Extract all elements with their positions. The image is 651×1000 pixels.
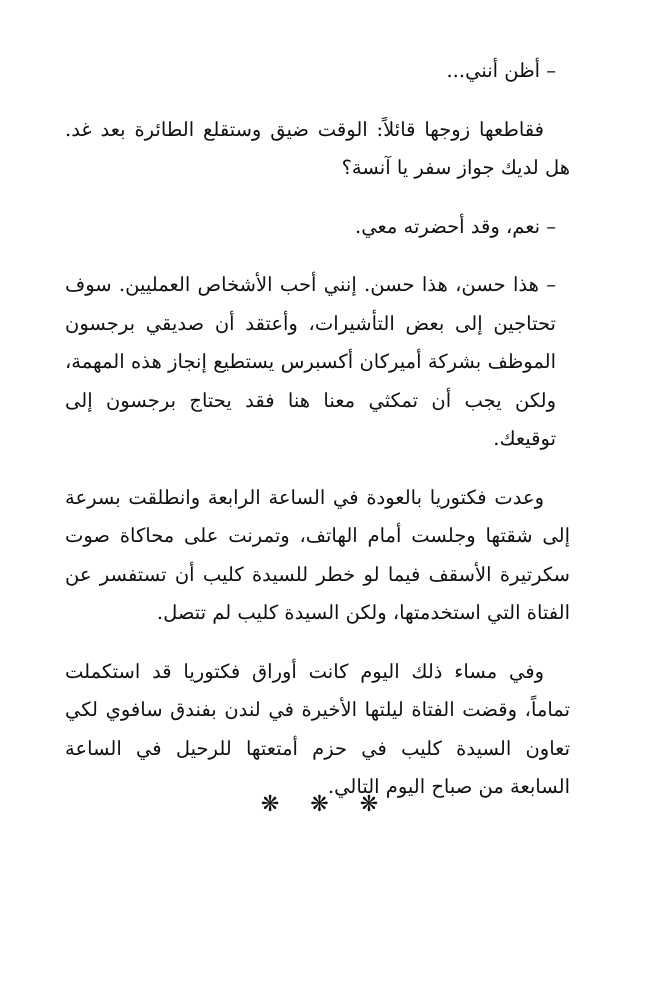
paragraph-dialogue: – هذا حسن، هذا حسن. إنني أحب الأشخاص العمليين. سوف تحتاجين إلى بعض التأشيرات، وأعتقد أن صديقي برجسون الموظف بشركة أميركان أكسبرس يستطيع إنجاز هذه المهمة، ولكن يجب أن تمكثي معنا هنا فقد يحتاج برجسون إلى توقيعك. (65, 273, 556, 450)
paragraph: فقاطعها زوجها قائلاً: الوقت ضيق وستقلع الطائرة بعد غد. هل لديك جواز سفر يا آنسة؟ (65, 117, 570, 179)
page-text (65, 52, 570, 827)
paragraph-dialogue: – نعم، وقد أحضرته معي. (355, 214, 556, 238)
paragraph-dialogue: – أظن أنني... (446, 59, 556, 82)
paragraph: وفي مساء ذلك اليوم كانت أوراق فكتوريا قد استكملت تماماً، وقضت الفتاة ليلتها الأخيرة في لندن بفندق سافوي لكي تعاون السيدة كليب في حزم أمتعتها للرحيل في الساعة السابعة من صباح اليوم التالي. (65, 659, 570, 798)
section-break-ornament: ❋ ❋ ❋ (260, 792, 391, 817)
paragraph: وعدت فكتوريا بالعودة في الساعة الرابعة وانطلقت بسرعة إلى شقتها وجلست أمام الهاتف، وتمرنت على محاكاة صوت سكرتيرة الأسقف فيما لو خطر للسيدة كليب أن تستفسر عن الفتاة التي استخدمتها، ولكن السيدة كليب لم تتصل. (65, 485, 570, 624)
